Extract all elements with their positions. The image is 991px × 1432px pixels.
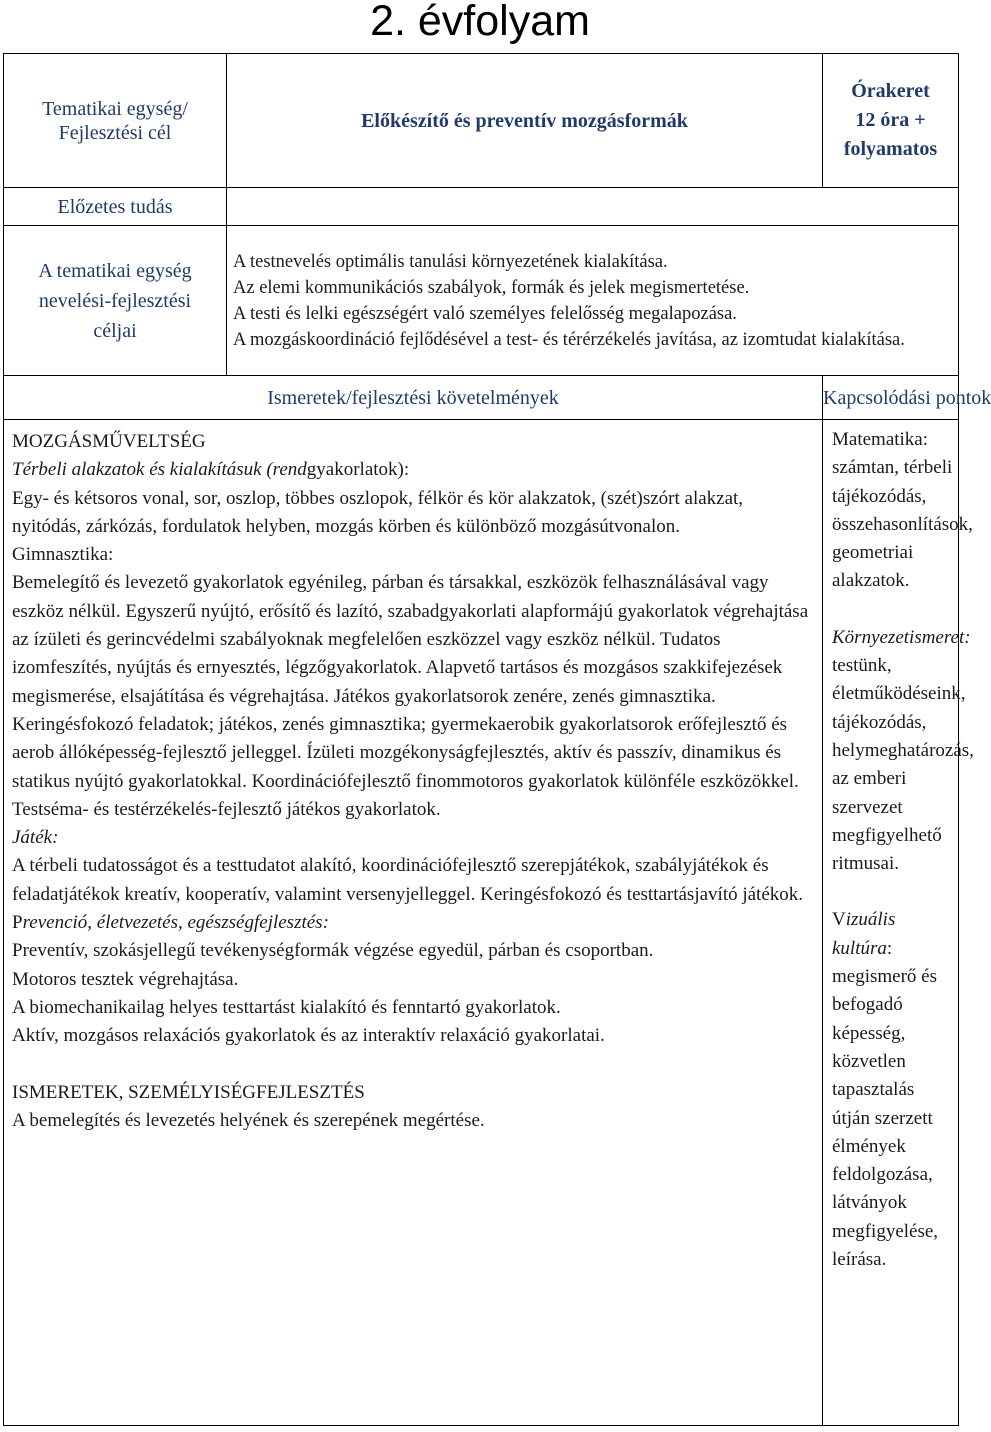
game-heading: Játék: (12, 827, 59, 849)
goal-item: A testi és lelki egészségért való személyes felelősség megalapozása. (233, 303, 737, 324)
hours-value-line-1: 12 óra + (855, 109, 926, 131)
links-environment (832, 624, 974, 879)
links-cell (823, 420, 974, 1426)
prevention-heading: Prevenció, életvezetés, egészségfejlesztés: (12, 912, 329, 934)
goals-label-line-3: céljai (93, 319, 137, 342)
links-visual-text: megismerő és befogadó képesség, közvetlen tapasztalás útján szerzett élmények feldolgozása, látványok megfigyelése, leírása. (832, 966, 939, 1271)
goal-item: A mozgáskoordináció fejlődésével a test- és térérzékelés javítása, az izomtudat kialakítása. (233, 329, 905, 350)
game-text: A térbeli tudatosságot és a testtudatot alakító, koordinációfejlesztő szerepjátékok, szabályjátékok és feladatjátékok kreatív, kooperatív, valamint versenyjelleggel. Keringésfokozó és testtartásjavító játékok. (12, 855, 804, 905)
goals-label-line-1: A tematikai egység (38, 259, 192, 282)
section-title: MOZGÁSMŰVELTSÉG (12, 431, 206, 452)
unit-label-cell (4, 54, 227, 188)
goal-item: Az elemi kommunikációs szabályok, formák és jelek megismertetése. (233, 277, 750, 298)
links-header-cell (823, 376, 991, 420)
links-env-text: testünk, életműködéseink, tájékozódás, helymeghatározás, az emberi szervezet megfigyelhető ritmusai. (832, 655, 974, 875)
section-title: ISMERETEK, SZEMÉLYISÉGFEJLESZTÉS (12, 1081, 365, 1103)
prior-knowledge-value-cell (227, 188, 959, 226)
links-visual-label: Vizuális kultúra: (832, 909, 896, 959)
unit-label-line-2: Fejlesztési cél (58, 121, 172, 144)
gymnastics-heading: Gimnasztika: (12, 544, 114, 566)
hours-label: Órakeret (851, 80, 930, 102)
content-cell (4, 420, 823, 1426)
prevention-text: A biomechanikailag helyes testtartást kialakító és fenntartó gyakorlatok. (12, 996, 561, 1018)
cardio-text: Keringésfokozó feladatok; játékos, zenés gimnasztika; gyermekaerobik gyakorlatsorok erőfejlesztő és aerob állóképesség-fejlesztő jelleggel. Ízületi mozgékonyságfejlesztés, aktív és passzív, dinamikus és statikus nyújtó gyakorlatokkal. Koordinációfejlesztő finommotoros gyakorlatok különféle eszközökkel. Testséma- és testérzékelés-fejlesztő játékos gyakorlatok. (12, 713, 799, 820)
goals-row (4, 226, 959, 376)
goal-item: A testnevelés optimális tanulási környezetének kialakítása. (233, 251, 668, 272)
unit-name: Előkészítő és preventív mozgásformák (361, 109, 688, 132)
unit-name-cell (227, 54, 823, 188)
prior-knowledge-label: Előzetes tudás (57, 195, 173, 218)
prevention-text: Aktív, mozgásos relaxációs gyakorlatok és az interaktív relaxáció gyakorlatai. (12, 1025, 605, 1047)
section2-text: A bemelegítés és levezetés helyének és szerepének megértése. (12, 1109, 485, 1131)
content-header-cell (4, 376, 823, 420)
shapes-text: Egy- és kétsoros vonal, sor, oszlop, többes oszlopok, félkör és kör alakzatok, (szét)szórt alakzat, nyitódás, zárkózás, fordulatok helyben, mozgás körben és különböző mozgásútvonalon. (12, 487, 744, 537)
links-math-text: számtan, térbeli tájékozódás, összehasonlítások, geometriai alakzatok. (832, 457, 973, 592)
gymnastics-text: Bemelegítő és levezető gyakorlatok egyénileg, párban és társakkal, eszközök felhasználásával vagy eszköz nélkül. Egyszerű nyújtó, erősítő és lazító, szabadgyakorlati alapformájú gyakorlatok végrehajtása az ízületi és gerincvédelmi szabályoknak megfelelően eszközzel vagy eszköz nélkül. Tudatos izomfeszítés, nyújtás és ernyesztés, légzőgyakorlatok. Alapvető tartásos és mozgásos szakkifejezések megismerése, elsajátítása és végrehajtása. Játékos gyakorlatsorok zenére, zenés gimnasztika. (12, 572, 809, 707)
links-visual (832, 906, 954, 1274)
prior-knowledge-label-cell (4, 188, 227, 226)
prevention-text: Motoros tesztek végrehajtása. (12, 968, 239, 990)
links-env-label: Környezetismeret: (832, 626, 971, 648)
page-title: 2. évfolyam (370, 0, 590, 45)
links-math (832, 426, 973, 596)
curriculum-table (3, 53, 991, 1426)
prior-knowledge-row (4, 188, 959, 226)
content-column-header: Ismeretek/fejlesztési követelmények (267, 386, 559, 409)
unit-header-row (4, 54, 959, 188)
column-header-row (4, 376, 959, 420)
goals-label-cell (4, 226, 227, 376)
hours-value-line-2: folyamatos (843, 138, 938, 160)
hours-cell (823, 54, 959, 188)
prevention-text: Preventív, szokásjellegű tevékenységformák végzése egyedül, párban és csoportban. (12, 940, 654, 962)
shapes-heading: Térbeli alakzatok és kialakításuk (rendgyakorlatok): (12, 459, 410, 481)
unit-label-line-1: Tematikai egység/ (42, 97, 188, 120)
links-column-header: Kapcsolódási pontok (823, 386, 991, 409)
goals-cell (227, 226, 959, 376)
links-math-label: Matematika: (832, 429, 929, 450)
goals-label-line-2: nevelési-fejlesztési (38, 289, 192, 312)
content-row (4, 420, 959, 1426)
